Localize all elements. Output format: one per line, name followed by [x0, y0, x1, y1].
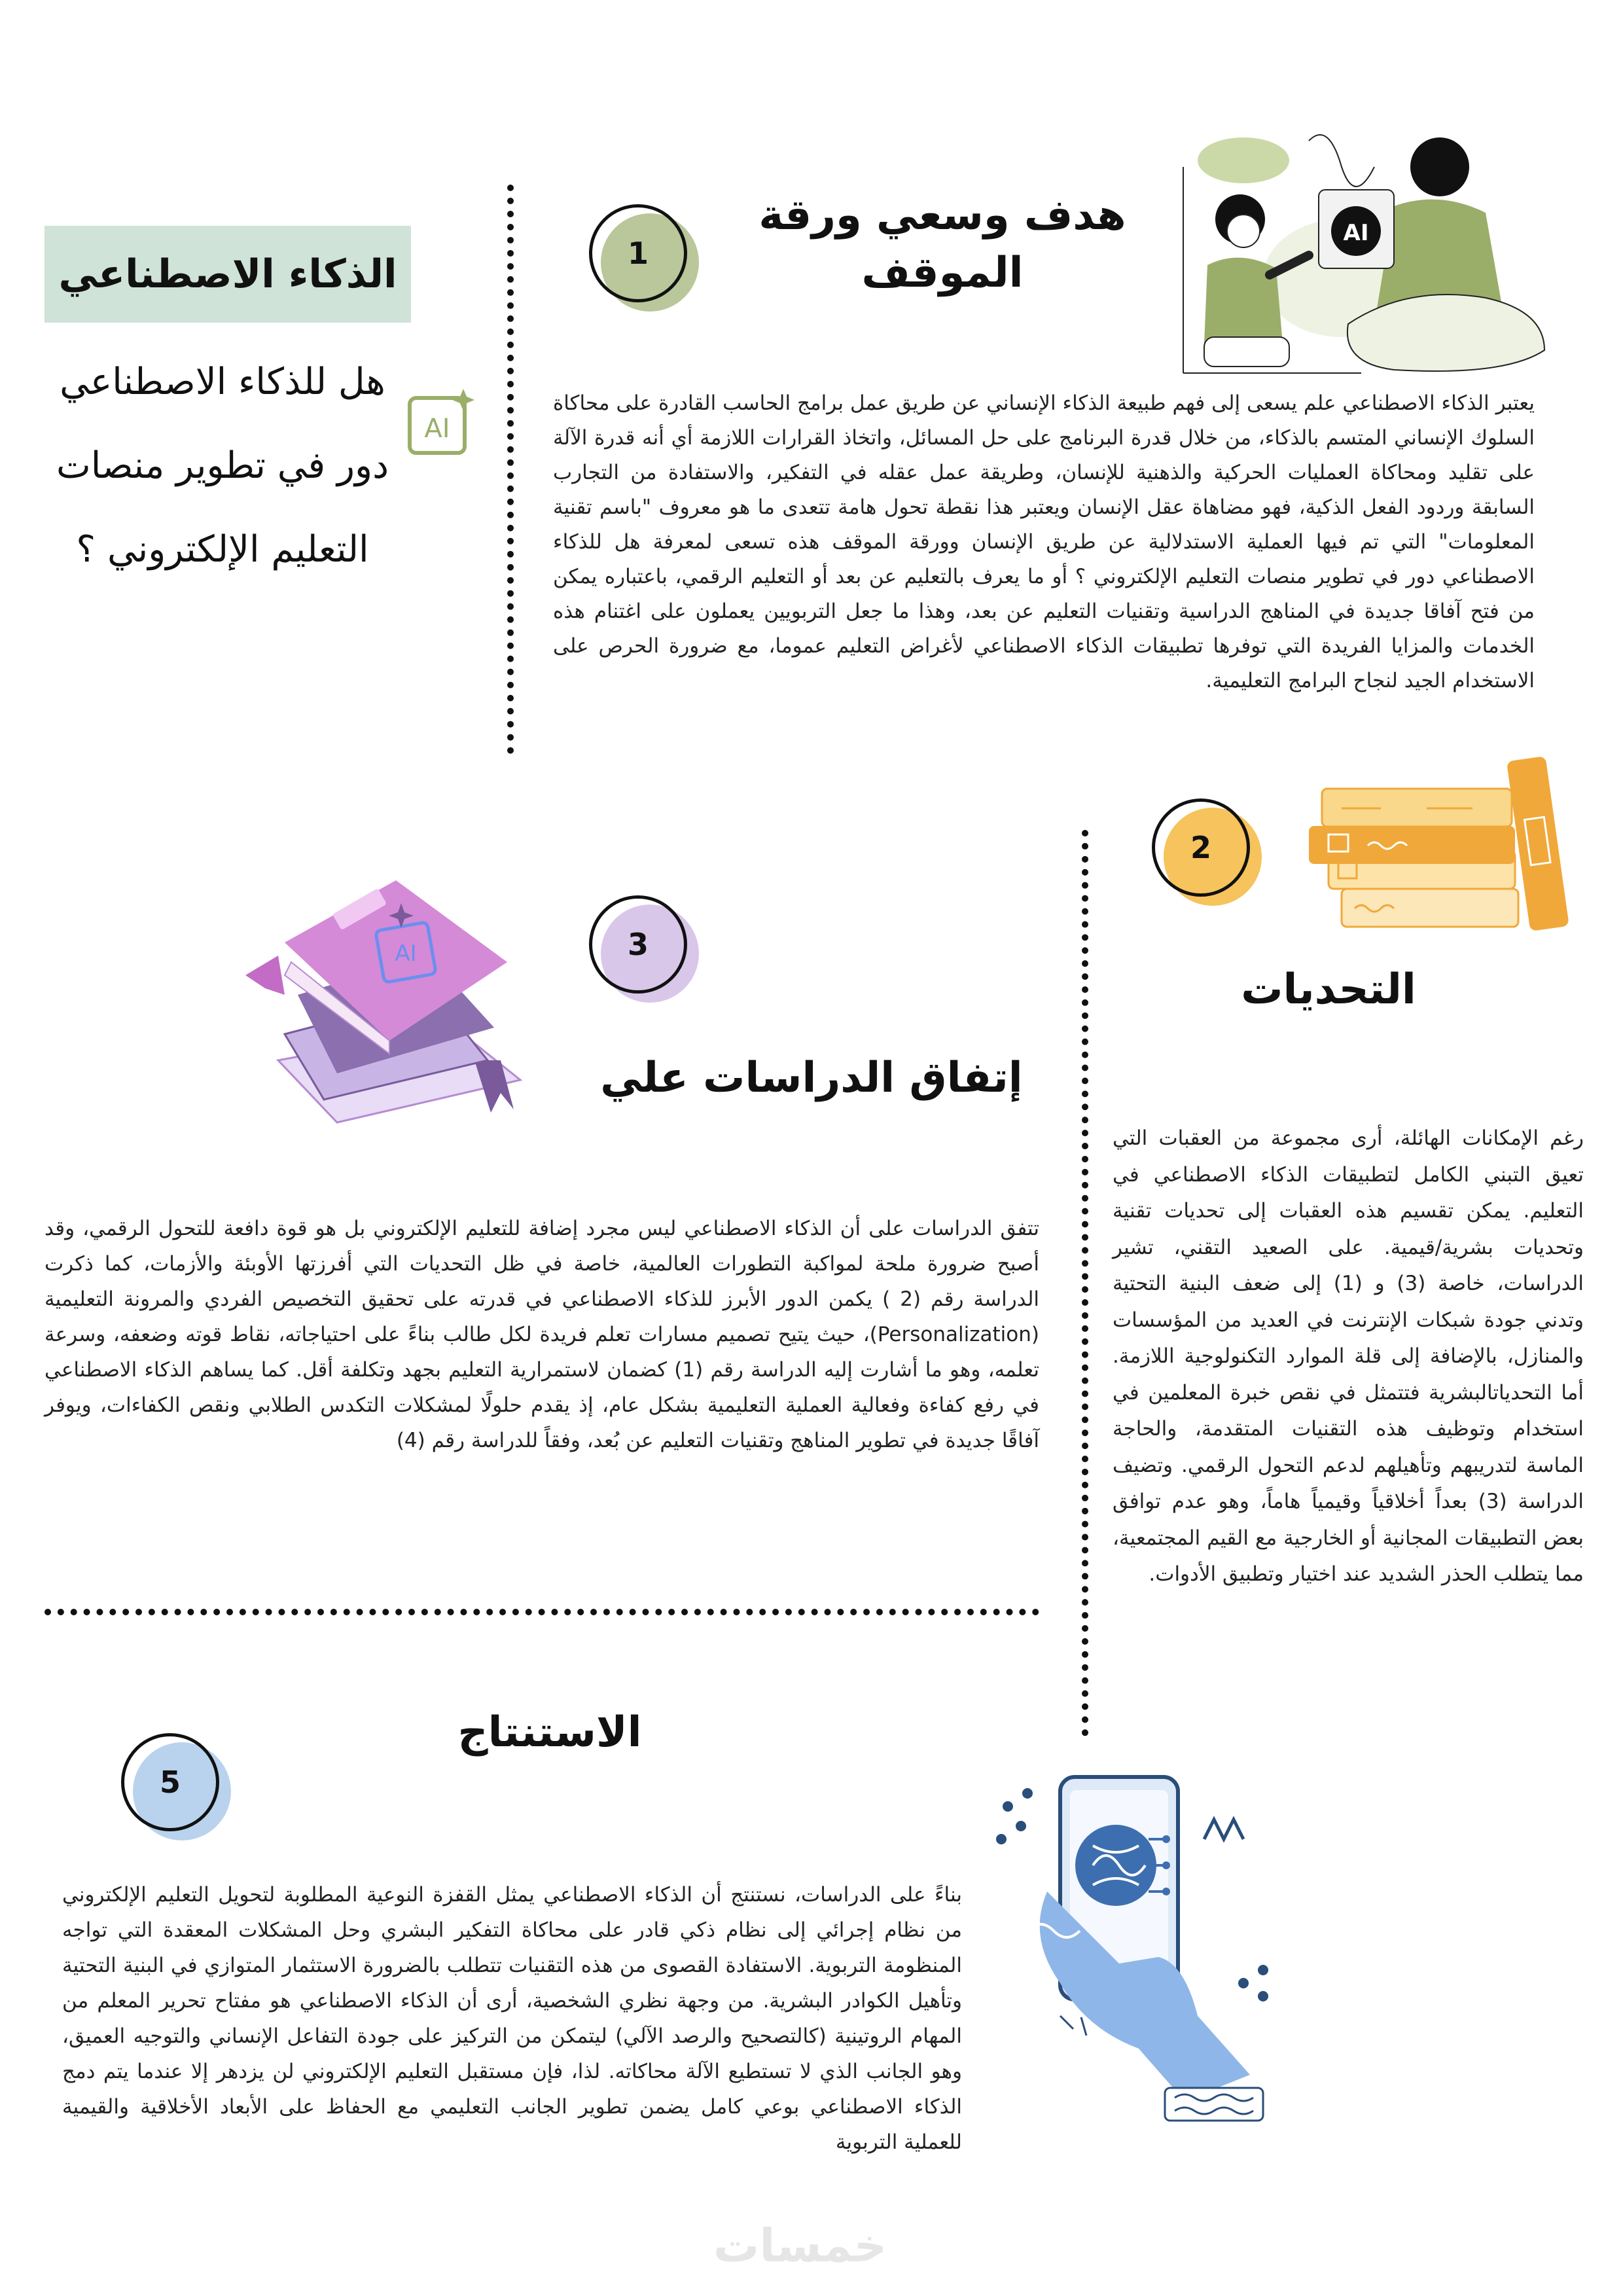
- section1-heading: هدف وسعي ورقة الموقف: [758, 191, 1126, 297]
- section2-number-badge: 2: [1152, 798, 1257, 903]
- phone-brain-illustration: [988, 1767, 1289, 2134]
- section1-illustration: [1178, 128, 1558, 376]
- section1-body: يعتبر الذكاء الاصطناعي علم يسعى إلى فهم طبيعة الذكاء الإنساني عن طريق عمل برامج الحاسب القادرة على محاكاة السلوك الإنساني المتسم بالذكاء، من خلال قدرة البرنامج على حل المسائل، واتخاذ القرارات اللازمة أي أنه قدرة الآلة على تقليد ومحاكاة العمليات الحركية والذهنية للإنسان، وطريقة عمل عقله في التفكير، والاستفادة من التجارب السابقة وردود الفعل الذكية، فهو مضاهاة عقل الإنسان ويعتبر هذا نقطة تحول هامة تتعدى ما هو معروف "باسم تقنية المعلومات" التي تم فيها العملية الاستدلالية عن طريق الإنسان وورقة الموقف هذه تسعى لمعرفة هل للذكاء الاصطناعي دور في تطوير منصات التعليم الإلكتروني ؟ أو ما يعرف بالتعليم عن بعد أو التعليم الرقمي، باعتباره يمكن من فتح آفاقا جديدة في المناهج الدراسية وتقنيات التعليم عن بعد، وهذا ما جعل التربويين يعملون على اغتنام هذه الخدمات والمزايا الفريدة التي توفرها تطبيقات الذكاء الاصطناعي لأغراض التعليم عموما، مع ضرورة الحرص على الاستخدام الجيد لنجاح البرامج التعليمية.: [553, 391, 1535, 692]
- section2-body: رغم الإمكانات الهائلة، أرى مجموعة من العقبات التي تعيق التبني الكامل لتطبيقات الذكاء الاصطناعي في التعليم. يمكن تقسيم هذه العقبات إلى تحديات تقنية وتحديات بشرية/قيمية. على الصعيد التقني، تشير الدراسات، خاصة (3) و (1) إلى ضعف البنية التحتية وتدني جودة شبكات الإنترنت في العديد من المؤسسات والمنازل، بالإضافة إلى قلة الموارد التكنولوجية اللازمة. أما التحدياتالبشرية فتتمثل في نقص خبرة المعلمين في استخدام وتوظيف هذه التقنيات المتقدمة، والحاجة الماسة لتدريبهم وتأهيلهم لدعم التحول الرقمي. وتضيف الدراسة (3) بعداً أخلاقياً وقيمياً هاماً، وهو عدم توافق بعض التطبيقات المجانية أو الخارجية مع القيم المجتمعية، مما يتطلب الحذر الشديد عند اختيار وتطبيق الأدوات.: [1113, 1126, 1584, 1586]
- books-stack-illustration: [1309, 753, 1584, 936]
- section3-heading: إتفاق الدراسات علي: [600, 1054, 1023, 1102]
- ai-books-illustration: [239, 864, 540, 1139]
- divider-vertical-top: [507, 185, 514, 754]
- section3-number-badge: 3: [589, 895, 694, 1000]
- section3-body: تتفق الدراسات على أن الذكاء الاصطناعي ليس مجرد إضافة للتعليم الإلكتروني بل هو قوة دافعة للتحول الرقمي، وقد أصبح ضرورة ملحة لمواكبة التطورات العالمية، خاصة في ظل التحديات التي أفرزتها الأوبئة والأزمات، كما ذكرت الدراسة رقم (2 ) يكمن الدور الأبرز للذكاء الاصطناعي في قدرته على تحقيق التخصيص الفردي والمرونة التعليمية (Personalization)، حيث يتيح تصميم مسارات تعلم فريدة لكل طالب بناءً على احتياجاته، نقاط قوته وضعفه، وسرعة تعلمه، وهو ما أشارت إليه الدراسة رقم (1) كضمان لاستمرارية التعليم بجهد وتكلفة أقل. كما يساهم الذكاء الاصطناعي في رفع كفاءة وفعالية العملية التعليمية بشكل عام، إذ يقدم حلولًا لمشكلات التكدس الطلابي ونقص الكفاءات، ويوفر آفاقًا جديدة في تطوير المناهج وتقنيات التعليم عن بُعد، وفقاً للدراسة رقم (4): [45, 1217, 1040, 1452]
- section5-body: بناءً على الدراسات، نستنتج أن الذكاء الاصطناعي يمثل القفزة النوعية المطلوبة لتحويل التعليم الإلكتروني من نظام إجرائي إلى نظام ذكي قادر على محاكاة التفكير البشري وحل المشكلات المعقدة التي تواجه المنظومة التربوية. الاستفادة القصوى من هذه التقنيات تتطلب بالضرورة الاستثمار المتوازي في البنية التحتية وتأهيل الكوادر البشرية. من وجهة نظري الشخصية، أرى أن الذكاء الاصطناعي هو مفتاح تحرير المعلم من المهام الروتينية (كالتصحيح والرصد الآلي) ليتمكن من التركيز على جودة التفاعل الإنساني والتوجيه العميق، وهو الجانب الذي لا تستطيع الآلة محاكاته. لذا، فإن مستقبل التعليم الإلكتروني لن يزدهر إلا عندما يتم دمج الذكاء الاصطناعي بوعي كامل يضمن تطوير الجانب التعليمي مع الحفاظ على الأبعاد الأخلاقية والقيمية للعملية التربوية: [62, 1883, 962, 2154]
- section2-heading: التحديات: [1241, 965, 1416, 1014]
- svg-text:AI: AI: [424, 414, 450, 444]
- question-line-2: دور في تطوير منصات: [56, 444, 389, 487]
- section1-number-badge: 1: [589, 204, 694, 309]
- svg-text:AI: AI: [395, 941, 417, 967]
- question-line-1: هل للذكاء الاصطناعي: [60, 361, 385, 403]
- section5-number-badge: 5: [121, 1733, 226, 1838]
- main-title: الذكاء الاصطناعي: [45, 226, 411, 323]
- divider-horizontal: [45, 1609, 1039, 1615]
- divider-vertical-right: [1082, 830, 1088, 1736]
- main-question: [39, 340, 406, 592]
- svg-text:AI: AI: [1343, 220, 1369, 246]
- question-line-3: التعليم الإلكتروني ؟: [76, 528, 369, 571]
- ai-sparkle-icon: [406, 386, 478, 458]
- section5-heading: الاستنتاج: [457, 1708, 642, 1757]
- watermark-logo: خمسات: [713, 2219, 887, 2272]
